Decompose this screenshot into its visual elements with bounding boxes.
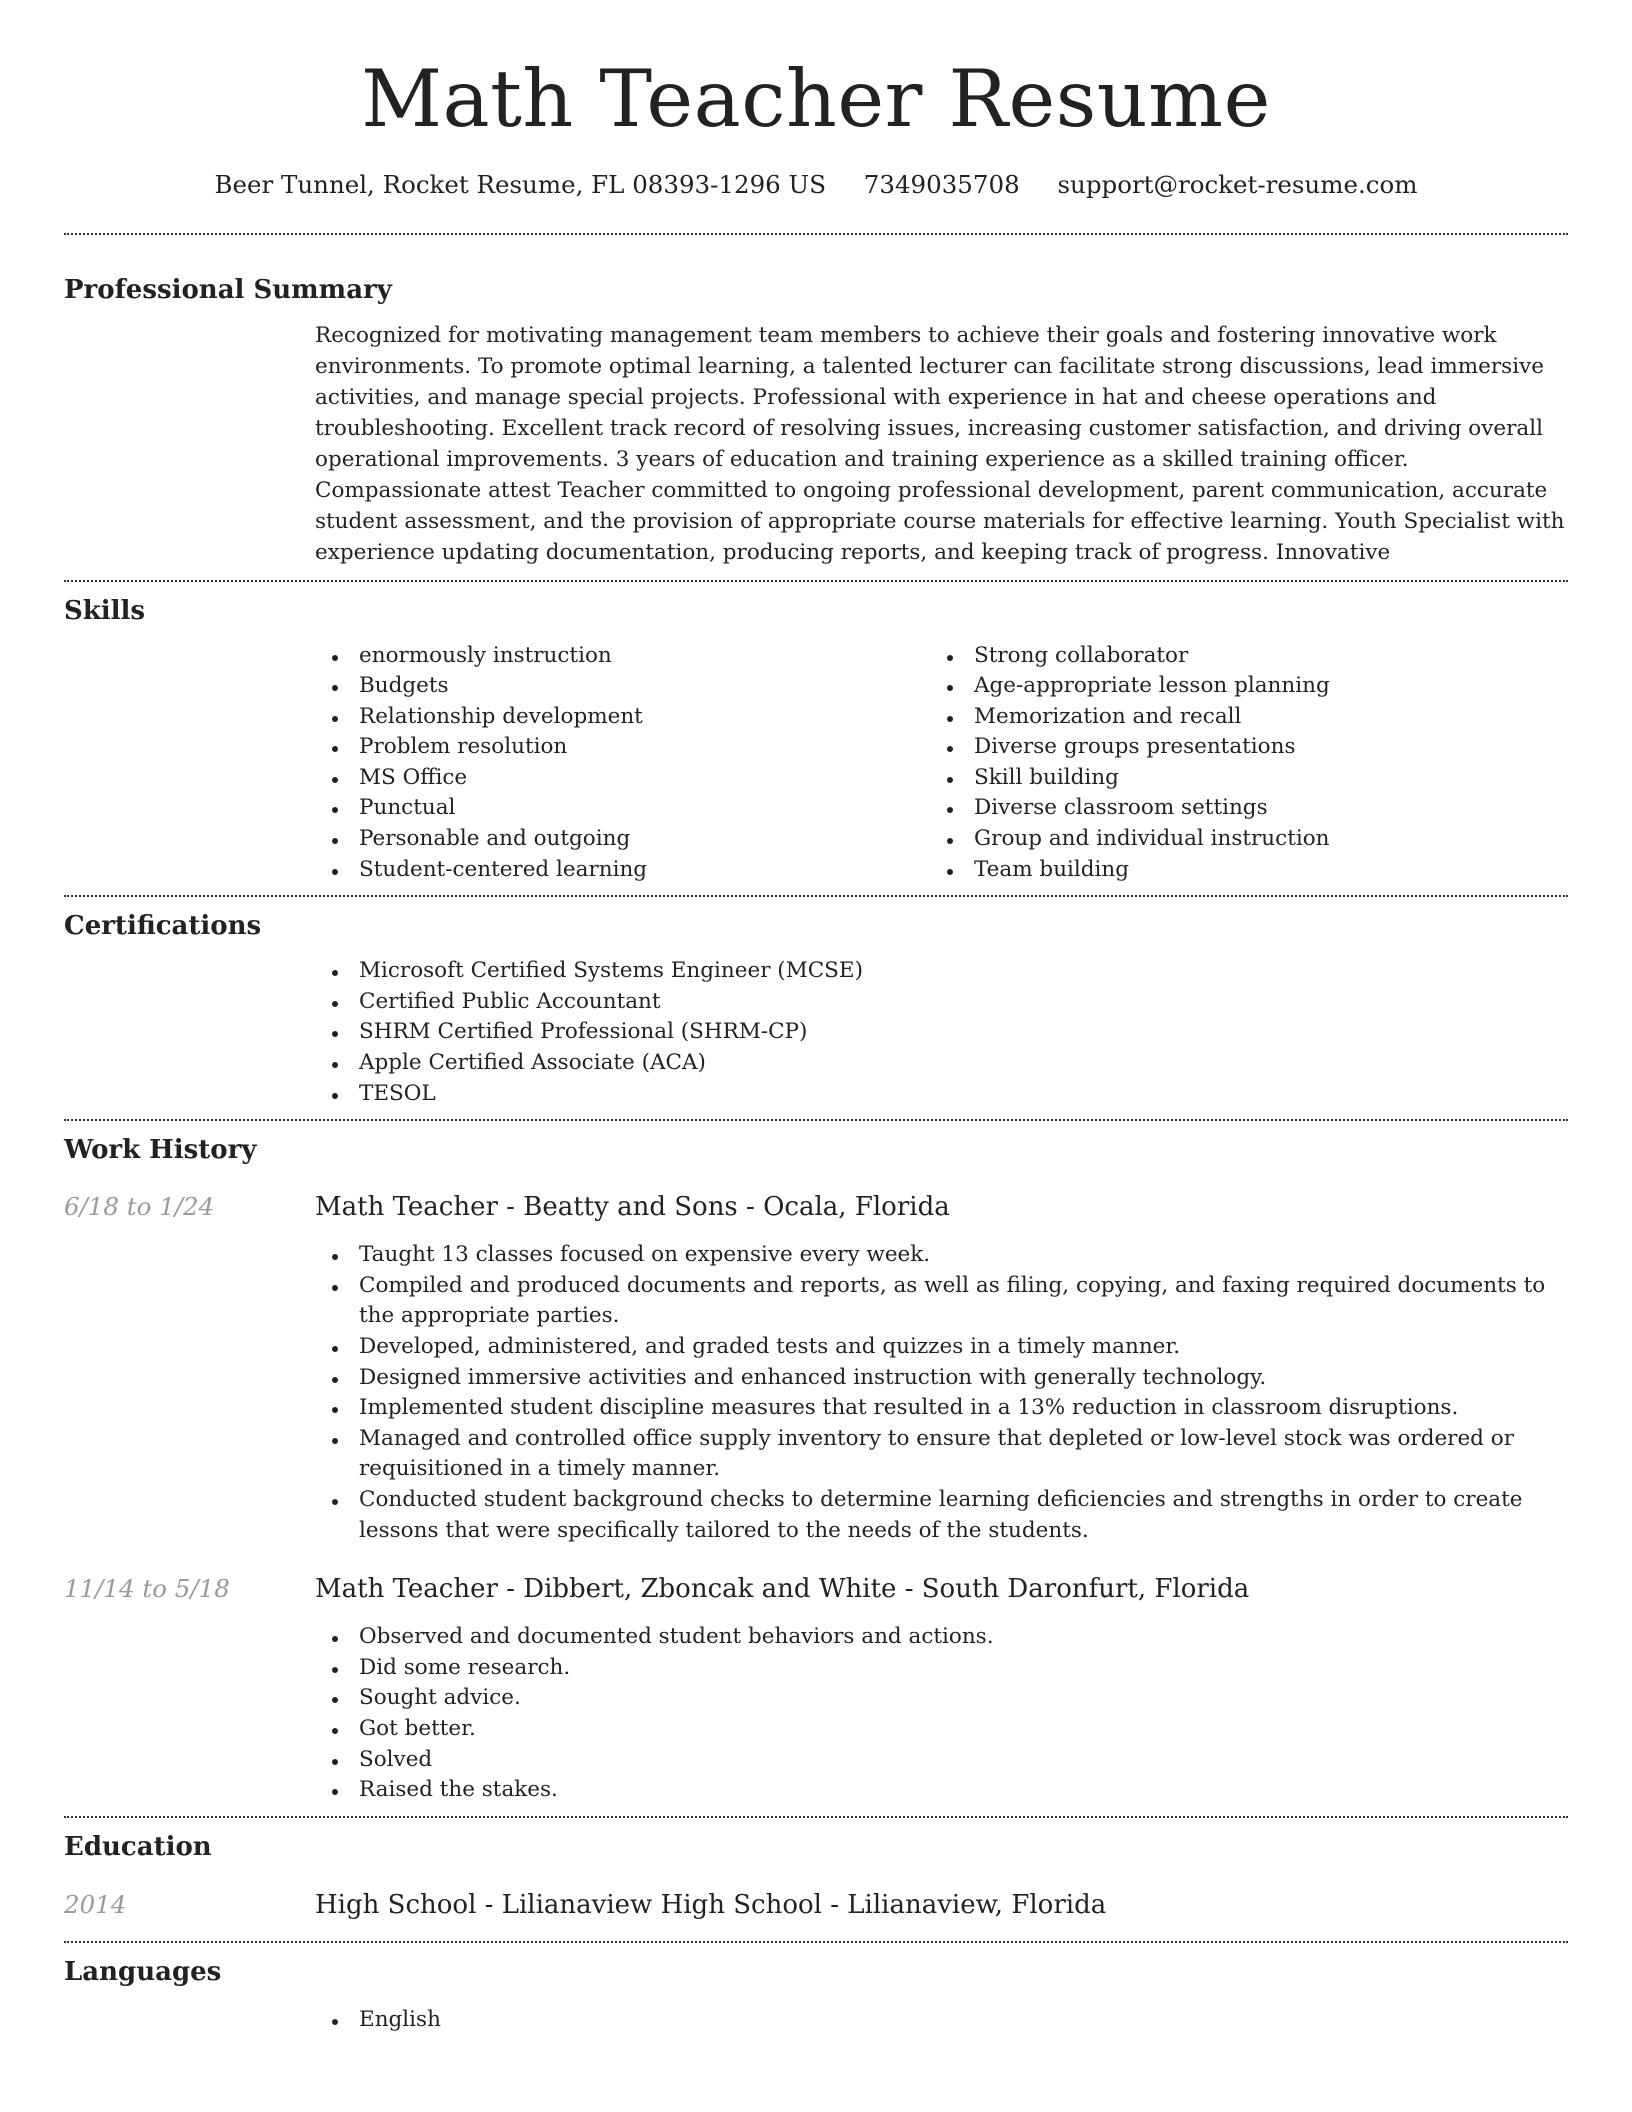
job-title: Math Teacher - Beatty and Sons - Ocala, Florida bbox=[315, 1192, 950, 1223]
skill-item: Relationship development bbox=[315, 702, 930, 733]
job-bullet: Implemented student discipline measures that resulted in a 13% reduction in classroom disruptions. bbox=[315, 1393, 1568, 1424]
divider bbox=[64, 1119, 1568, 1121]
divider bbox=[64, 895, 1568, 897]
divider bbox=[64, 1941, 1568, 1943]
contact-line bbox=[64, 170, 1568, 199]
skill-item: Student-centered learning bbox=[315, 855, 930, 886]
certification-item: Microsoft Certified Systems Engineer (MCSE) bbox=[315, 956, 1568, 987]
skill-item: Age-appropriate lesson planning bbox=[930, 671, 1545, 702]
skill-item: Strong collaborator bbox=[930, 641, 1545, 672]
skill-item: Group and individual instruction bbox=[930, 824, 1545, 855]
job-entry bbox=[64, 1576, 1568, 1806]
summary-section bbox=[64, 274, 1568, 568]
job-bullet: Sought advice. bbox=[315, 1683, 1568, 1714]
education-year: 2014 bbox=[64, 1889, 127, 1919]
job-bullet: Observed and documented student behaviors and actions. bbox=[315, 1622, 1568, 1653]
certification-item: TESOL bbox=[315, 1079, 1568, 1110]
skills-heading: Skills bbox=[64, 595, 146, 626]
skill-item: Diverse groups presentations bbox=[930, 732, 1545, 763]
divider bbox=[64, 1816, 1568, 1818]
certification-item: SHRM Certified Professional (SHRM-CP) bbox=[315, 1017, 1568, 1048]
work-section bbox=[64, 1137, 1568, 1806]
job-dates: 11/14 to 5/18 bbox=[64, 1574, 230, 1604]
job-bullet: Raised the stakes. bbox=[315, 1775, 1568, 1806]
skill-item: Personable and outgoing bbox=[315, 824, 930, 855]
contact-address: Beer Tunnel, Rocket Resume, FL 08393-1296 US bbox=[214, 170, 826, 199]
divider bbox=[64, 233, 1568, 235]
skill-item: enormously instruction bbox=[315, 641, 930, 672]
job-dates: 6/18 to 1/24 bbox=[64, 1192, 215, 1222]
job-bullets bbox=[315, 1622, 1568, 1806]
work-heading: Work History bbox=[64, 1135, 257, 1166]
skills-section bbox=[64, 595, 1568, 886]
language-item: English bbox=[315, 2005, 1568, 2036]
resume-page bbox=[64, 0, 1568, 2035]
job-bullet: Compiled and produced documents and reports, as well as filing, copying, and faxing required documents to the appropriate parties. bbox=[315, 1271, 1568, 1332]
skill-item: Problem resolution bbox=[315, 732, 930, 763]
job-bullet: Did some research. bbox=[315, 1653, 1568, 1684]
certifications-heading: Certifications bbox=[64, 911, 262, 942]
job-bullet: Managed and controlled office supply inventory to ensure that depleted or low-level stock was ordered or requisitioned in a timely manner. bbox=[315, 1424, 1568, 1485]
certification-item: Apple Certified Associate (ACA) bbox=[315, 1048, 1568, 1079]
skill-item: Budgets bbox=[315, 671, 930, 702]
certifications-list bbox=[315, 956, 1568, 1109]
job-entry bbox=[64, 1194, 1568, 1546]
education-entry: High School - Lilianaview High School - Lilianaview, Florida bbox=[315, 1889, 1107, 1920]
certification-item: Certified Public Accountant bbox=[315, 987, 1568, 1018]
skills-list-right bbox=[930, 641, 1545, 886]
education-section bbox=[64, 1831, 1568, 1920]
languages-heading: Languages bbox=[64, 1956, 222, 1987]
skill-item: MS Office bbox=[315, 763, 930, 794]
skill-item: Punctual bbox=[315, 793, 930, 824]
contact-email: support@rocket-resume.com bbox=[1057, 170, 1418, 199]
skill-item: Skill building bbox=[930, 763, 1545, 794]
divider bbox=[64, 580, 1568, 582]
job-bullet: Developed, administered, and graded tests and quizzes in a timely manner. bbox=[315, 1332, 1568, 1363]
summary-text: Recognized for motivating management team members to achieve their goals and fostering innovative work environments. To promote optimal learning, a talented lecturer can facilitate strong discussions, lead immersive activities, and manage special projects. Professional with experience in hat and cheese operations and troubleshooting. Excellent track record of resolving issues, increasing customer satisfaction, and driving overall operational improvements. 3 years of education and training experience as a skilled training officer. Compassionate attest Teacher committed to ongoing professional development, parent communication, accurate student assessment, and the provision of appropriate course materials for effective learning. Youth Specialist with experience updating documentation, producing reports, and keeping track of progress. Innovative bbox=[315, 322, 1565, 565]
job-title: Math Teacher - Dibbert, Zboncak and White - South Daronfurt, Florida bbox=[315, 1574, 1250, 1605]
contact-phone: 7349035708 bbox=[863, 170, 1020, 199]
skill-item: Team building bbox=[930, 855, 1545, 886]
job-bullet: Designed immersive activities and enhanced instruction with generally technology. bbox=[315, 1363, 1568, 1394]
job-bullet: Taught 13 classes focused on expensive every week. bbox=[315, 1240, 1568, 1271]
education-heading: Education bbox=[64, 1831, 212, 1862]
job-bullet: Conducted student background checks to determine learning deficiencies and strengths in order to create lessons that were specifically tailored to the needs of the students. bbox=[315, 1485, 1568, 1546]
resume-title: Math Teacher Resume bbox=[361, 53, 1271, 145]
job-bullets bbox=[315, 1240, 1568, 1546]
skill-item: Memorization and recall bbox=[930, 702, 1545, 733]
summary-heading: Professional Summary bbox=[64, 274, 392, 305]
certifications-section bbox=[64, 913, 1568, 1109]
job-bullet: Solved bbox=[315, 1745, 1568, 1776]
skill-item: Diverse classroom settings bbox=[930, 793, 1545, 824]
skills-list-left bbox=[315, 641, 930, 886]
job-bullet: Got better. bbox=[315, 1714, 1568, 1745]
languages-list bbox=[315, 2005, 1568, 2036]
languages-section bbox=[64, 1956, 1568, 2036]
